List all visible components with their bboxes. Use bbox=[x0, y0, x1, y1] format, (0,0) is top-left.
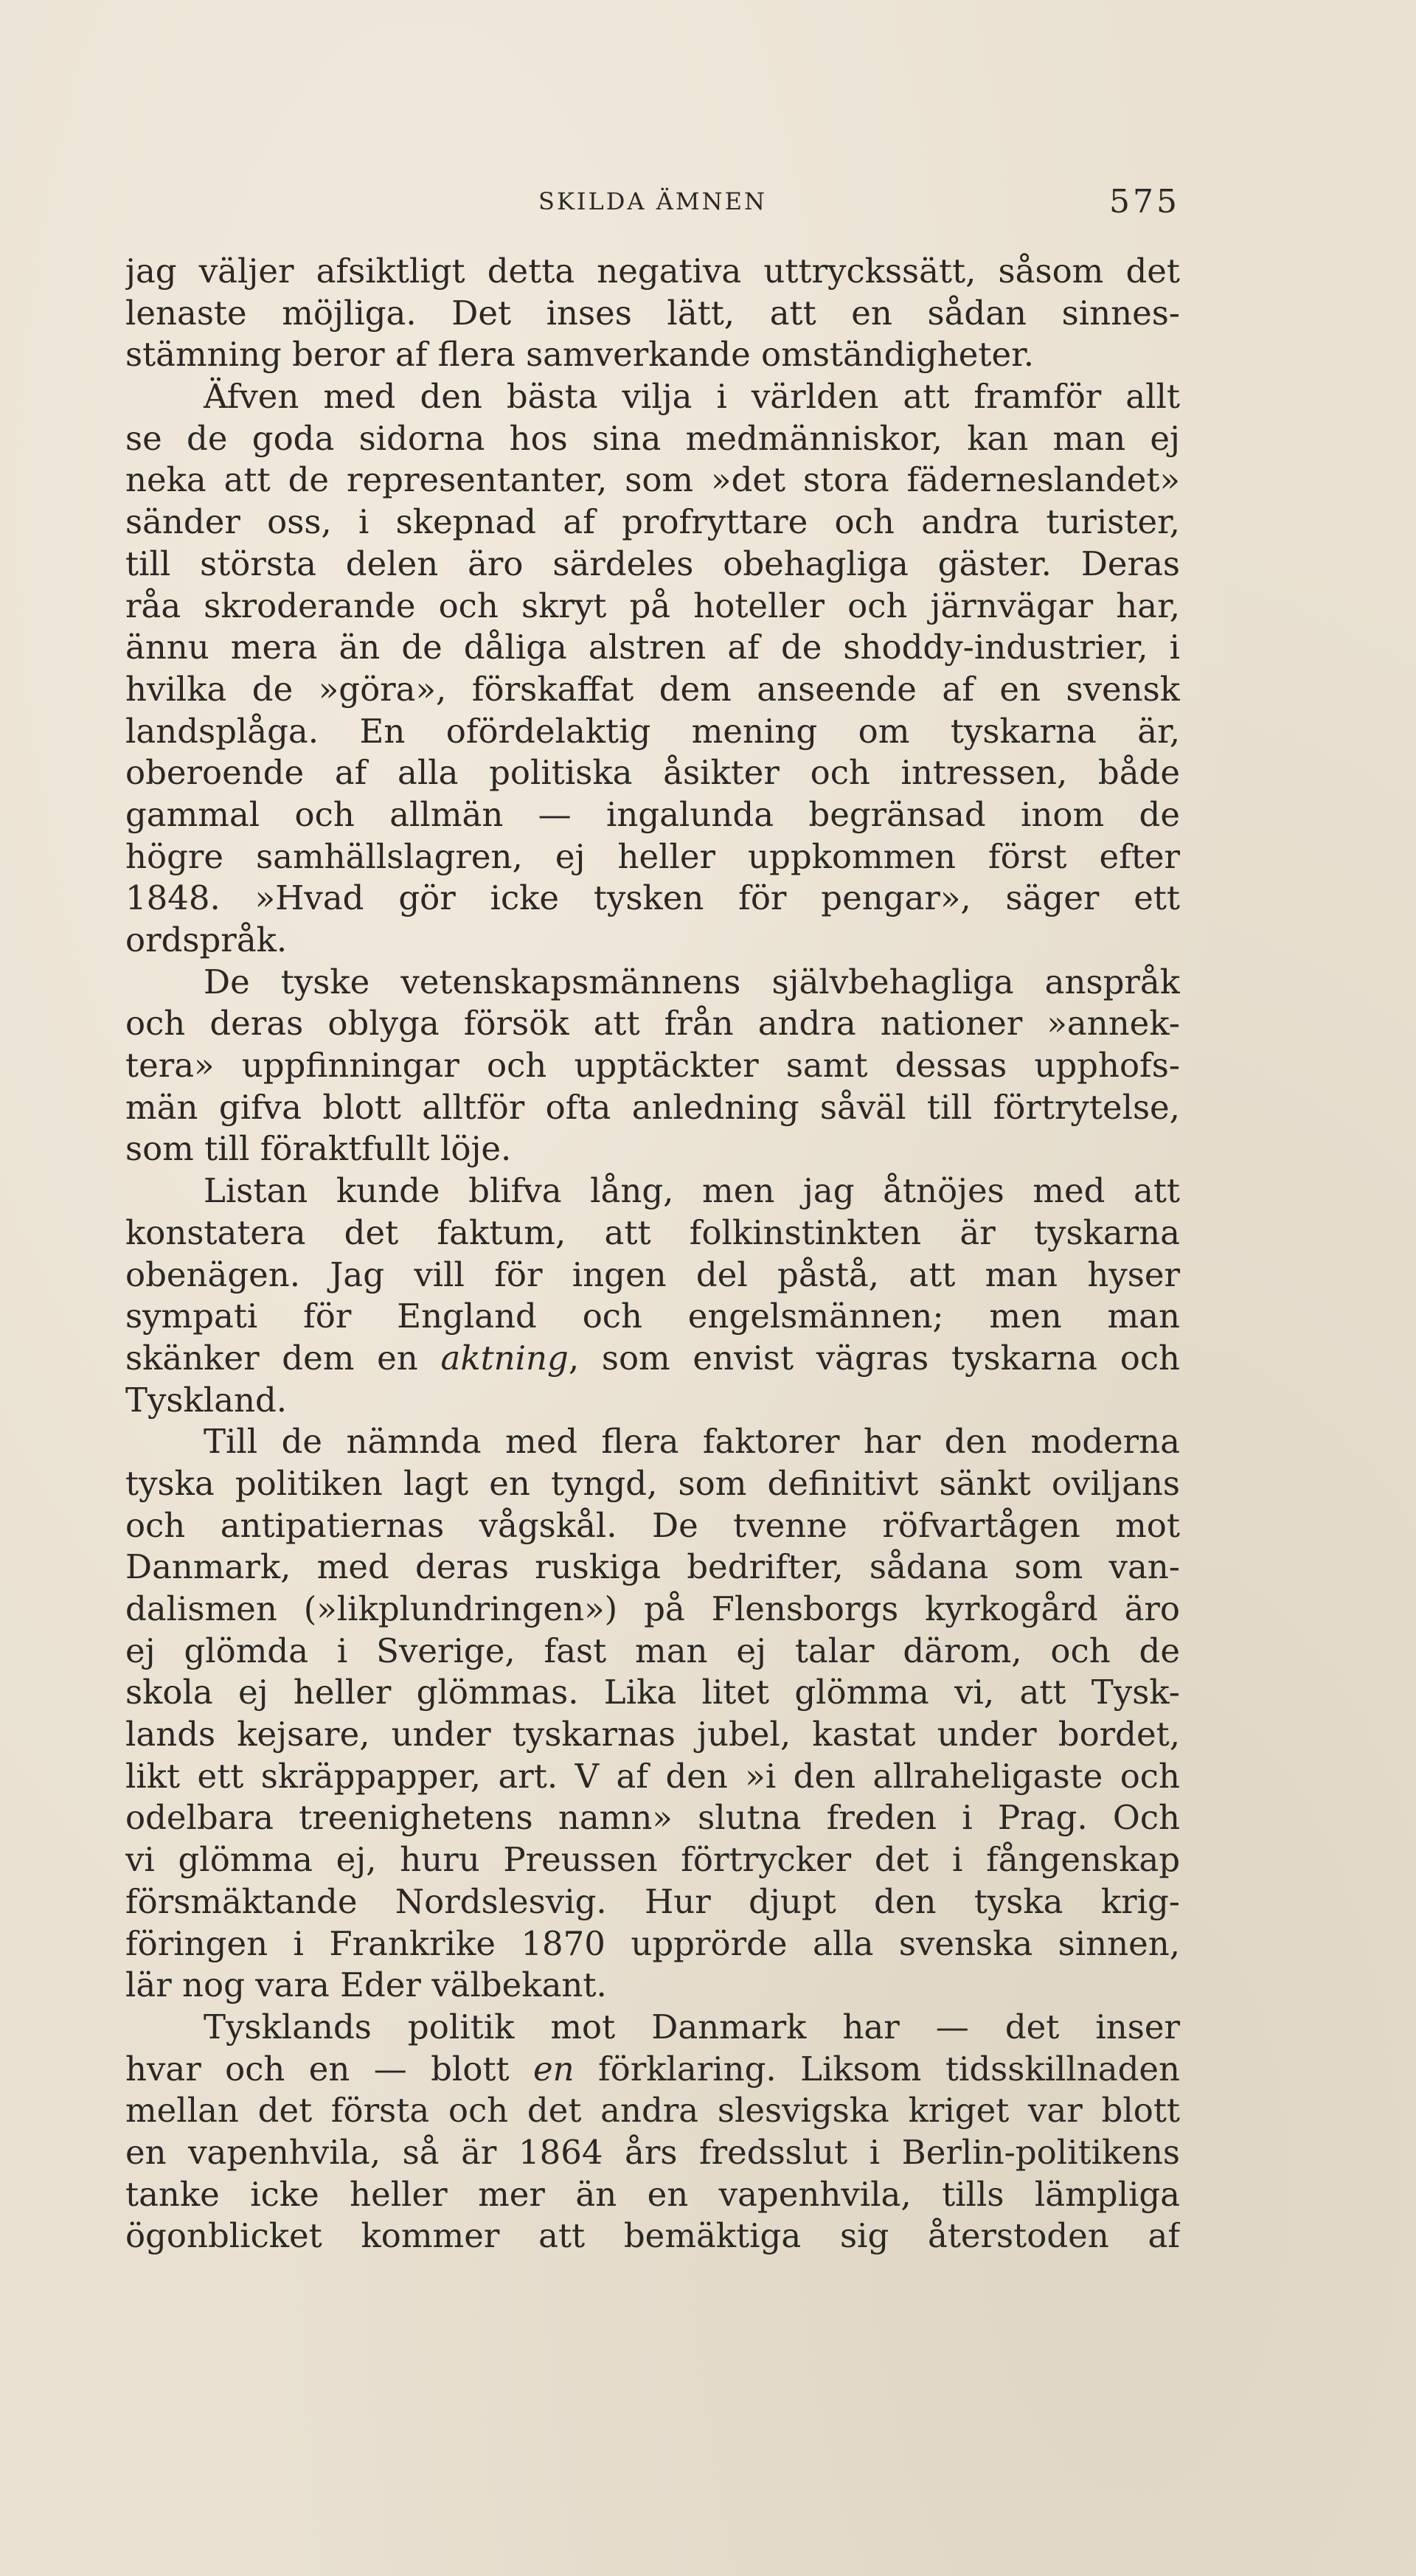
line-segment: förklaring. Liksom tidsskillnaden bbox=[574, 2049, 1180, 2089]
text-line: hvilka de »göra», förskaffat dem anseende af en svensk bbox=[125, 669, 1180, 709]
text-line: ännu mera än de dåliga alstren af de shoddy-industrier, i bbox=[125, 628, 1180, 667]
text-line: se de goda sidorna hos sina medmänniskor, kan man ej bbox=[125, 418, 1180, 458]
page-number: 575 bbox=[1109, 183, 1180, 221]
emphasis-word: aktning bbox=[440, 1338, 569, 1378]
line-segment: skänker dem en bbox=[125, 1338, 441, 1378]
text-line: Till de nämnda med flera faktorer har den moderna bbox=[204, 1422, 1180, 1462]
text-line: skola ej heller glömmas. Lika litet glömma vi, att Tysk- bbox=[125, 1673, 1180, 1712]
text-line: jag väljer afsiktligt detta negativa uttryckssätt, såsom det bbox=[125, 251, 1180, 291]
text-line: tyska politiken lagt en tyngd, som definitivt sänkt oviljans bbox=[125, 1463, 1180, 1503]
text-line: De tyske vetenskapsmännens självbehagliga anspråk bbox=[204, 962, 1180, 1001]
text-line: högre samhällslagren, ej heller uppkommen först efter bbox=[125, 836, 1180, 876]
text-line: tanke icke heller mer än en vapenhvila, tills lämpliga bbox=[125, 2174, 1180, 2214]
text-line: Tyskland. bbox=[125, 1380, 288, 1420]
text-line: ej glömda i Sverige, fast man ej talar därom, och de bbox=[125, 1631, 1180, 1670]
text-line: mellan det första och det andra slesvigska kriget var blott bbox=[125, 2091, 1180, 2131]
text-line: som till föraktfullt löje. bbox=[125, 1129, 512, 1169]
text-line: 1848. »Hvad gör icke tysken för pengar», säger ett bbox=[125, 878, 1180, 918]
text-line: neka att de representanter, som »det stora fäderneslandet» bbox=[125, 460, 1180, 500]
running-head bbox=[125, 183, 1180, 227]
text-line: sänder oss, i skepnad af profryttare och andra turister, bbox=[125, 502, 1180, 542]
text-line: Tysklands politik mot Danmark har — det inser bbox=[204, 2007, 1180, 2046]
text-line: till största delen äro särdeles obehagliga gäster. Deras bbox=[125, 544, 1180, 583]
text-line: och antipatiernas vågskål. De tvenne röfvartågen mot bbox=[125, 1505, 1180, 1545]
text-line: lär nog vara Eder välbekant. bbox=[125, 1965, 607, 2005]
text-line: försmäktande Nordslesvig. Hur djupt den tyska krig- bbox=[125, 1881, 1180, 1921]
text-line: stämning beror af flera samverkande omständigheter. bbox=[125, 335, 1035, 375]
text-line: odelbara treenighetens namn» slutna freden i Prag. Och bbox=[125, 1798, 1180, 1838]
body-text bbox=[125, 251, 1180, 2257]
text-line: föringen i Frankrike 1870 upprörde alla svenska sinnen, bbox=[125, 1923, 1180, 1963]
running-title: SKILDA ÄMNEN bbox=[538, 187, 767, 215]
emphasis-word: en bbox=[532, 2049, 575, 2089]
text-line: lenaste möjliga. Det inses lätt, att en sådan sinnes- bbox=[125, 293, 1180, 333]
text-line: konstatera det faktum, att folkinstinkten är tyskarna bbox=[125, 1212, 1180, 1252]
text-line: landsplåga. En ofördelaktig mening om tyskarna är, bbox=[125, 711, 1180, 751]
text-line: gammal och allmän — ingalunda begränsad inom de bbox=[125, 794, 1180, 834]
text-line: tera» uppfinningar och upptäckter samt dessas upphofs- bbox=[125, 1046, 1180, 1086]
text-line: oberoende af alla politiska åsikter och intressen, både bbox=[125, 753, 1180, 793]
text-line: obenägen. Jag vill för ingen del påstå, att man hyser bbox=[125, 1254, 1180, 1294]
text-line: ordspråk. bbox=[125, 920, 288, 959]
text-line: och deras oblyga försök att från andra nationer »annek- bbox=[125, 1004, 1180, 1044]
text-line: sympati för England och engelsmännen; men man bbox=[125, 1296, 1180, 1336]
text-line: Äfven med den bästa vilja i världen att framför allt bbox=[204, 377, 1180, 417]
text-line: en vapenhvila, så är 1864 års fredsslut i Berlin-politikens bbox=[125, 2132, 1180, 2172]
text-line: Danmark, med deras ruskiga bedrifter, sådana som van- bbox=[125, 1547, 1180, 1587]
line-segment: , som envist vägras tyskarna och bbox=[568, 1338, 1180, 1378]
text-line: vi glömma ej, huru Preussen förtrycker det i fångenskap bbox=[125, 1840, 1180, 1880]
text-line: likt ett skräppapper, art. V af den »i den allraheligaste och bbox=[125, 1756, 1180, 1796]
text-line: Listan kunde blifva lång, men jag åtnöjes med att bbox=[204, 1171, 1180, 1211]
text-line: råa skroderande och skryt på hoteller och järnvägar har, bbox=[125, 586, 1180, 625]
text-line: lands kejsare, under tyskarnas jubel, kastat under bordet, bbox=[125, 1715, 1180, 1754]
text-line bbox=[125, 1338, 1180, 1380]
line-segment: hvar och en — blott bbox=[125, 2049, 533, 2089]
text-line bbox=[125, 2049, 1180, 2091]
text-line: dalismen (»likplundringen») på Flensborgs kyrkogård äro bbox=[125, 1589, 1180, 1628]
text-line: ögonblicket kommer att bemäktiga sig återstoden af bbox=[125, 2216, 1180, 2256]
text-line: män gifva blott alltför ofta anledning såväl till förtrytelse, bbox=[125, 1087, 1180, 1127]
